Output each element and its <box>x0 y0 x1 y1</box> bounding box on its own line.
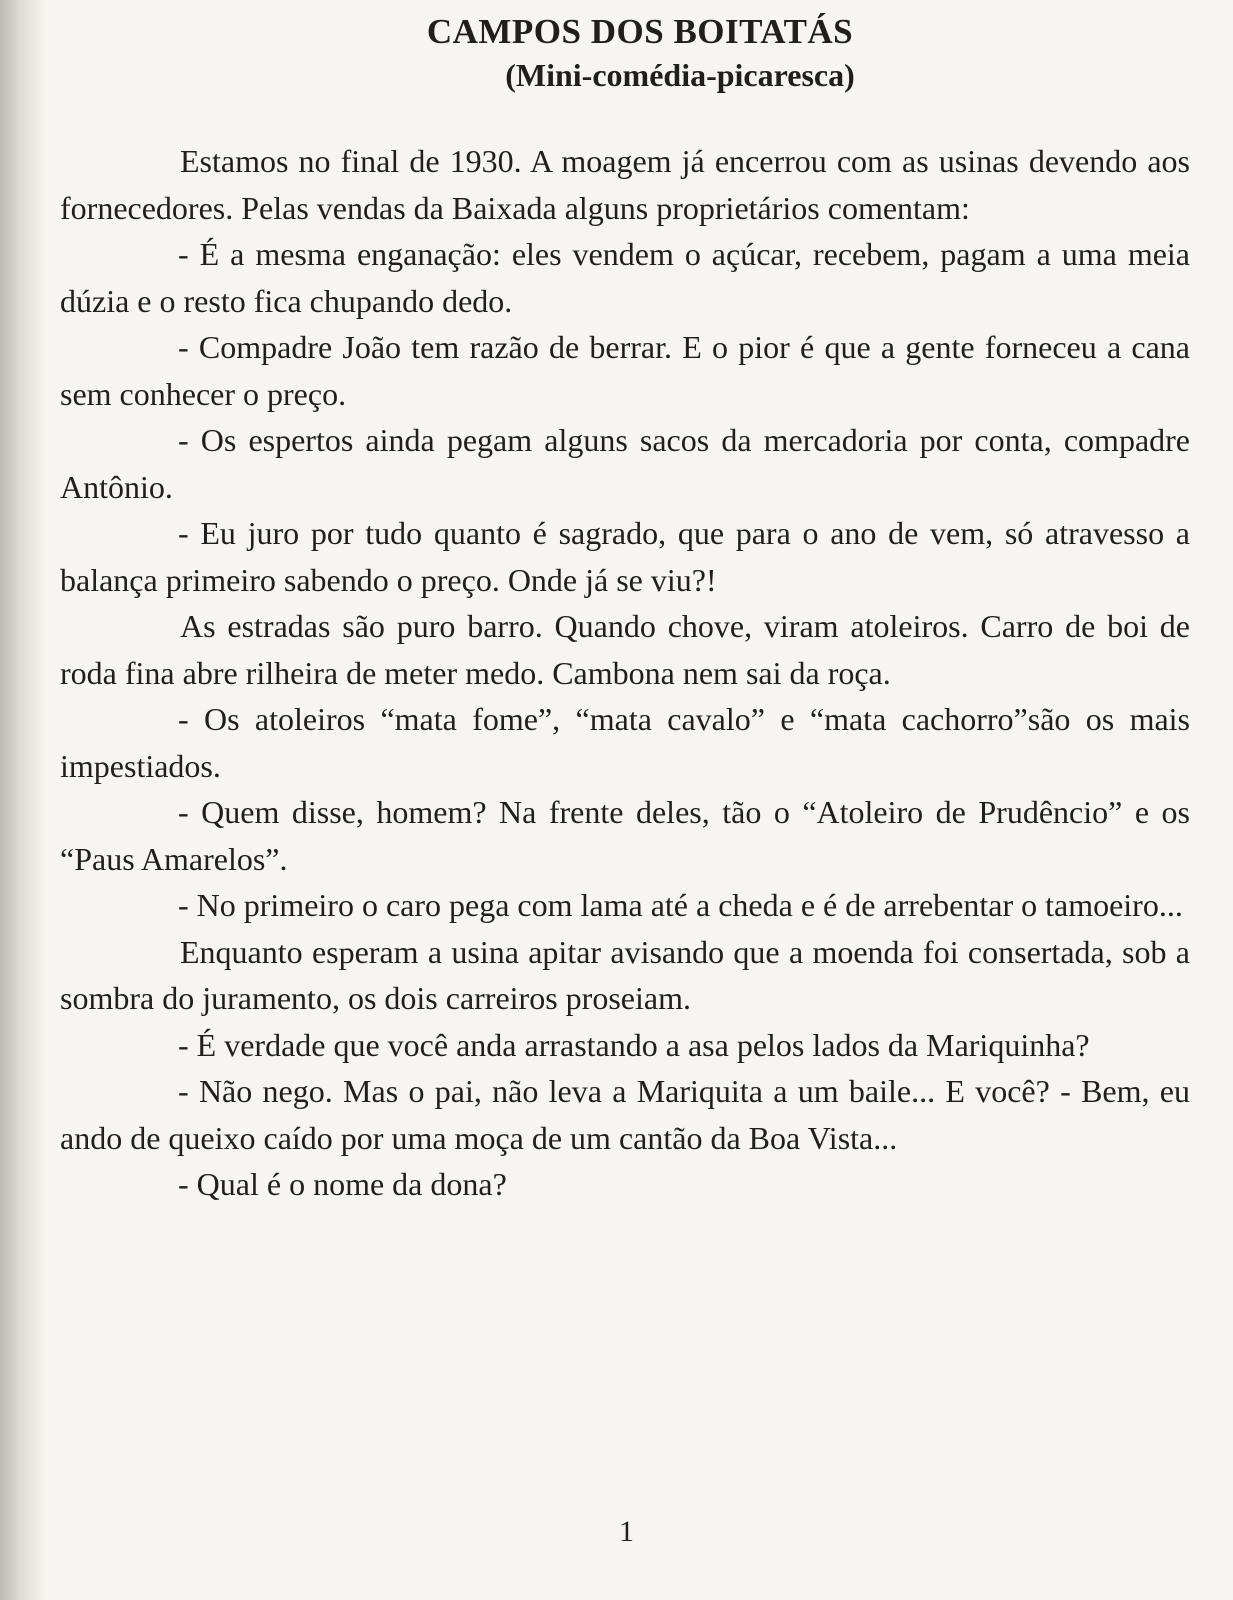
document-subtitle: (Mini-comédia-picaresca) <box>505 57 855 93</box>
document-title: CAMPOS DOS BOITATÁS <box>426 12 854 51</box>
dialogue-line: - Qual é o nome da dona? <box>178 1166 507 1202</box>
dialogue-line: - Os atoleiros “mata fome”, “mata cavalo” e “mata cachorro”são os mais impestiados. <box>60 701 1190 784</box>
dialogue-line: - Os espertos ainda pegam alguns sacos da mercadoria por conta, compadre Antônio. <box>60 422 1190 505</box>
document-page <box>60 10 1190 1208</box>
dialogue-line: - Quem disse, homem? Na frente deles, tão o “Atoleiro de Prudêncio” e os “Paus Amarelos”. <box>60 794 1190 877</box>
page-number: 1 <box>619 1515 634 1548</box>
dialogue-line: - É verdade que você anda arrastando a asa pelos lados da Mariquinha? <box>178 1026 1090 1063</box>
paragraph: Estamos no final de 1930. A moagem já encerrou com as usinas devendo aos fornecedores. Pelas vendas da Baixada alguns proprietários comentam: <box>60 143 1190 226</box>
paragraph: Enquanto esperam a usina apitar avisando que a moenda foi consertada, sob a sombra do juramento, os dois carreiros proseiam. <box>60 933 1190 1016</box>
body-text <box>60 138 1190 1208</box>
paragraph: As estradas são puro barro. Quando chove, viram atoleiros. Carro de boi de roda fina abre rilheira de meter medo. Cambona nem sai da roça. <box>60 608 1190 691</box>
dialogue-line: - Compadre João tem razão de berrar. E o pior é que a gente forneceu a cana sem conhecer o preço. <box>60 329 1190 412</box>
dialogue-line: - No primeiro o caro pega com lama até a cheda e é de arrebentar o tamoeiro... <box>178 887 1183 923</box>
dialogue-line: - É a mesma enganação: eles vendem o açúcar, recebem, pagam a uma meia dúzia e o resto fica chupando dedo. <box>60 236 1190 319</box>
dialogue-line: - Não nego. Mas o pai, não leva a Mariquita a um baile... E você? - Bem, eu ando de queixo caído por uma moça de um cantão da Boa Vista... <box>60 1073 1190 1156</box>
dialogue-line: - Eu juro por tudo quanto é sagrado, que para o ano de vem, só atravesso a balança primeiro sabendo o preço. Onde já se viu?! <box>60 515 1190 598</box>
scan-edge-shadow <box>0 0 46 1600</box>
